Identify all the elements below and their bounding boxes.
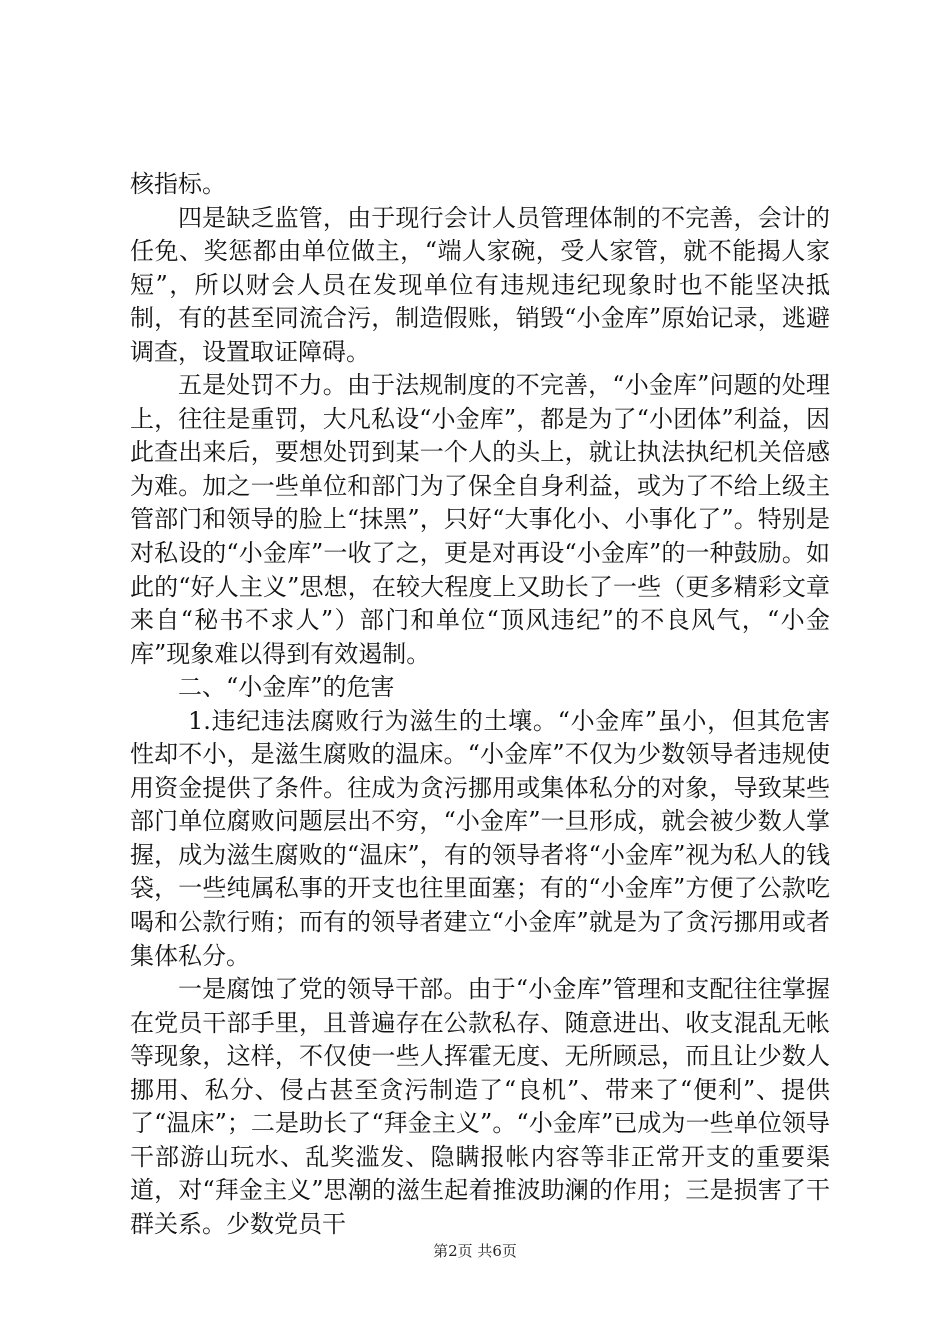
page-footer: 第2页 共6页 bbox=[433, 1242, 517, 1260]
paragraph-continuation: 核指标。 bbox=[130, 170, 226, 198]
paragraph-harm-1: 1.违纪违法腐败行为滋生的土壤。“小金库”虽小，但其危害性却不小，是滋生腐败的温床。“小金库”不仅为少数领导者违规使用资金提供了条件。往成为贪污挪用或集体私分的对象，导致某些部门单位腐败问题层出不穷，“小金库”一旦形成，就会被少数人掌握，成为滋生腐败的“温床”，有的领导者将“小金库”视为私人的钱袋，一些纯属私事的开支也往里面塞；有的“小金库”方便了公款吃喝和公款行贿；而有的领导者建立“小金库”就是为了贪污挪用或者集体私分。 bbox=[130, 706, 830, 970]
paragraph-corrosion: 一是腐蚀了党的领导干部。由于“小金库”管理和支配往往掌握在党员干部手里，且普遍存在公款私存、随意进出、收支混乱无帐等现象，这样，不仅使一些人挥霍无度、无所顾忌，而且让少数人挪用、私分、侵占甚至贪污制造了“良机”、带来了“便利”、提供了“温床”；二是助长了“拜金主义”。“小金库”已成为一些单位领导干部游山玩水、乱奖滥发、隐瞒报帐内容等非正常开支的重要渠道，对“拜金主义”思潮的滋生起着推波助澜的作用；三是损害了干群关系。少数党员干 bbox=[130, 975, 830, 1238]
paragraph-supervision: 四是缺乏监管，由于现行会计人员管理体制的不完善，会计的任免、奖惩都由单位做主，“端人家碗，受人家管，就不能揭人家短”，所以财会人员在发现单位有违规违纪现象时也不能坚决抵制，有的甚至同流合污，制造假账，销毁“小金库”原始记录，逃避调查，设置取证障碍。 bbox=[130, 203, 830, 366]
document-body bbox=[130, 168, 830, 1242]
section-heading-harms: 二、“小金库”的危害 bbox=[178, 673, 395, 702]
paragraph-penalty: 五是处罚不力。由于法规制度的不完善，“小金库”问题的处理上，往往是重罚，大凡私设“小金库”，都是为了“小团体”利益，因此查出来后，要想处罚到某一个人的头上，就让执法执纪机关倍感为难。加之一些单位和部门为了保全自身利益，或为了不给上级主管部门和领导的脸上“抹黑”，只好“大事化小、小事化了”。特别是对私设的“小金库”一收了之，更是对再设“小金库”的一种鼓励。如此的“好人主义”思想，在较大程度上又助长了一些（更多精彩文章来自“秘书不求人”）部门和单位“顶风违纪”的不良风气，“小金库”现象难以得到有效遏制。 bbox=[130, 371, 830, 668]
